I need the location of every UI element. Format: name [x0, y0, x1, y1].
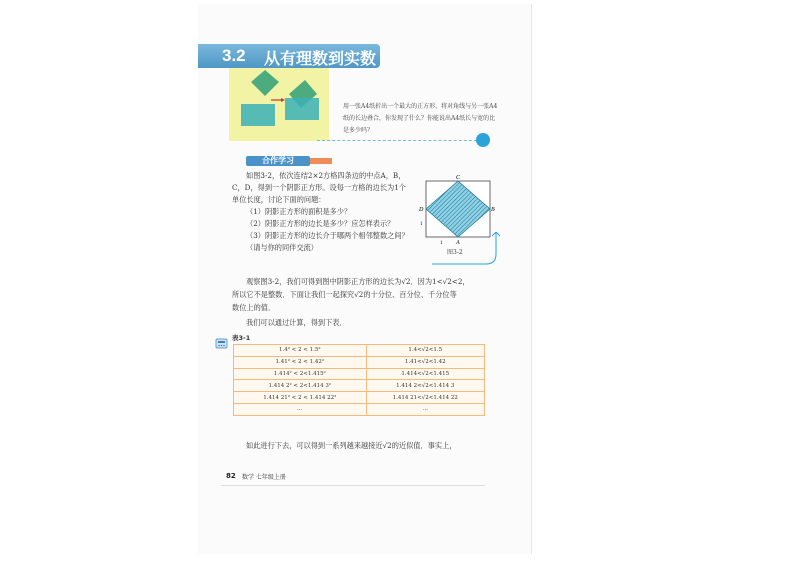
table-row [234, 380, 485, 392]
footer-rule [221, 485, 485, 486]
table-row [234, 368, 485, 380]
figure-unit-bottom: 1 [440, 241, 443, 246]
table-cell-root: 1.414 2<√2<1.414 3 [366, 380, 484, 392]
divider-line [317, 140, 482, 141]
figure-caption: 图3-2 [447, 249, 463, 256]
connector-arrow [430, 232, 500, 268]
table-cell-root: 1.414<√2<1.415 [366, 368, 484, 380]
table-row [234, 392, 485, 404]
table-row [234, 345, 485, 357]
coop-line-3: 单位长度，讨论下面的问题： [232, 195, 326, 204]
observe-line-4: 我们可以通过计算，得到下表． [246, 318, 347, 327]
cooperative-learning-tag: 合作学习 [246, 156, 310, 166]
table-cell-square: 1.414² < 2<1.415² [234, 368, 367, 380]
section-marker-dot [476, 133, 490, 147]
coop-question-2: （2）阴影正方形的边长是多少？应怎样表示？ [246, 219, 395, 228]
figure-label-d: D [419, 207, 424, 213]
figure-label-c: C [456, 175, 461, 181]
table-cell-square: 1.41² < 2 < 1.42² [234, 356, 367, 368]
section-title: 从有理数到实数 [264, 49, 377, 68]
observe-line-3: 数位上的值． [232, 303, 276, 312]
table-row [234, 356, 485, 368]
figure-label-a: A [456, 240, 460, 246]
observe-line-2: 所以它不是整数．下面让我们一起探究√2的十分位、百分位、千分位等 [232, 290, 457, 299]
coop-question-1: （1）阴影正方形的面积是多少？ [246, 207, 352, 216]
table-row [234, 403, 485, 415]
observe-line-1: 观察图3-2，我们可得到图中阴影正方形的边长为√2．因为1<√2<2， [246, 277, 470, 286]
figure-label-b: B [491, 207, 495, 213]
tag-accent [310, 158, 332, 164]
conclusion-text: 如此进行下去，可以得到一系列越来越接近√2的近似值．事实上， [246, 441, 457, 450]
table-cell-square: 1.4² < 2 < 1.5² [234, 345, 367, 357]
book-title: 数学 七年级上册 [242, 474, 286, 481]
section-number: 3.2 [222, 46, 246, 65]
table-cell-root: … [366, 403, 484, 415]
table-cell-square: 1.414 2² < 2<1.414 3² [234, 380, 367, 392]
coop-line-2: C，D，得到一个阴影正方形。设每一方格的边长为1个 [232, 183, 406, 192]
table-cell-root: 1.41<√2<1.42 [366, 356, 484, 368]
table-label: 表3-1 [232, 334, 251, 342]
coop-question-3: （3）阴影正方形的边长介于哪两个相邻整数之间？ [246, 231, 409, 240]
intro-illustration [229, 68, 329, 141]
figure-unit-side: 1 [420, 222, 423, 227]
table-cell-square: … [234, 403, 367, 415]
page-number: 82 [226, 472, 236, 480]
table-cell-root: 1.414 21<√2<1.414 22 [366, 392, 484, 404]
approximation-table [233, 344, 485, 416]
coop-line-1: 如图3-2，依次连结2×2方格四条边的中点A，B， [246, 171, 406, 180]
calculator-icon [215, 337, 229, 349]
table-cell-square: 1.414 21² < 2 < 1.414 22² [234, 392, 367, 404]
intro-question: 用一张A4纸折出一个最大的正方形，将对角线与另一张A4纸的长边叠合，你发现了什么？你能说出A4纸长与宽的比是多少吗？ [343, 103, 498, 134]
table-cell-root: 1.4<√2<1.5 [366, 345, 484, 357]
coop-note: （请与你的同伴交流） [246, 243, 318, 252]
